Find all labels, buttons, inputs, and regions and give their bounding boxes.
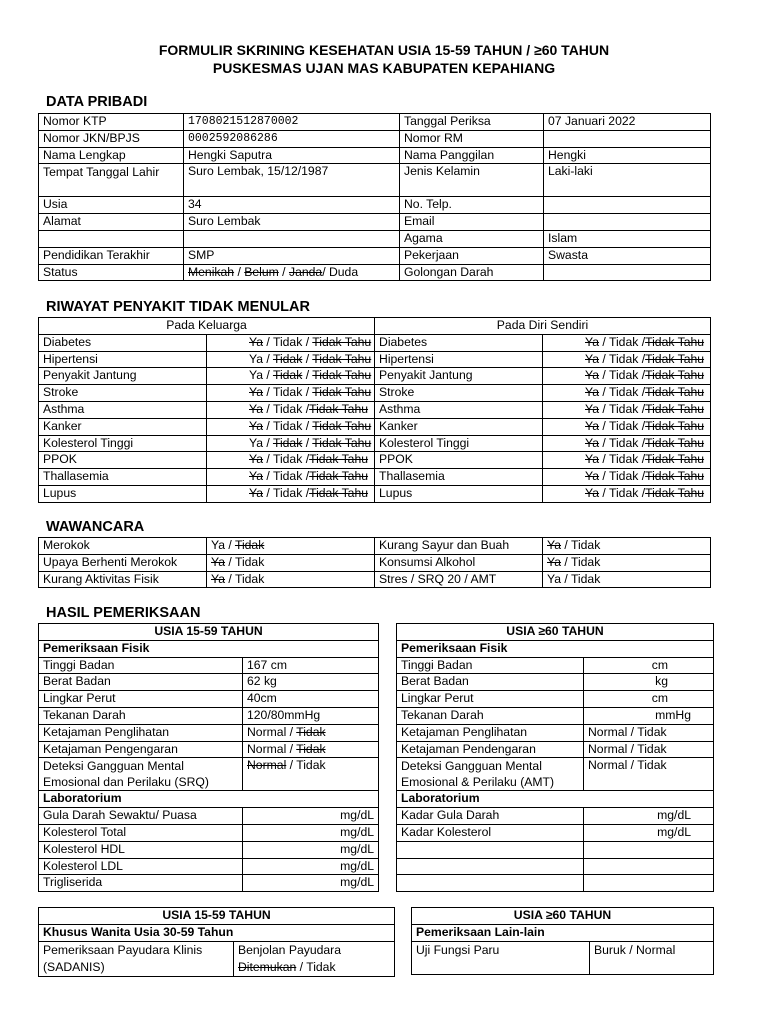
lab-label: Kadar Gula Darah	[397, 808, 584, 825]
field-value	[184, 230, 400, 247]
section-title-data-pribadi: DATA PRIBADI	[46, 94, 148, 110]
table-row	[397, 875, 714, 892]
field-label: Email	[400, 214, 544, 231]
disease-name: Lupus	[375, 485, 543, 502]
exam-unit: cm	[584, 691, 714, 708]
field-value: Suro Lembak, 15/12/1987	[184, 164, 400, 197]
field-label: Nomor KTP	[39, 114, 184, 131]
field-label: Nama Panggilan	[400, 147, 544, 164]
lab-unit: mg/dL	[243, 858, 379, 875]
table-row	[397, 824, 714, 841]
self-answer: Ya / Tidak /Tidak Tahu	[543, 469, 711, 486]
field-value: Hengki	[544, 147, 711, 164]
field-value: Hengki Saputra	[184, 147, 400, 164]
field-label: No. Telp.	[400, 197, 544, 214]
disease-name: Penyakit Jantung	[375, 368, 543, 385]
table-row	[39, 385, 711, 402]
answer-value: Ya / Tidak	[207, 538, 375, 555]
table-row	[39, 469, 711, 486]
exam-unit: cm	[584, 657, 714, 674]
exam-label: Tinggi Badan	[397, 657, 584, 674]
exam-label: Pemeriksaan Payudara Klinis (SADANIS)	[39, 941, 234, 976]
table-row	[397, 724, 714, 741]
table-row	[39, 824, 379, 841]
table-row	[39, 724, 379, 741]
disease-name: Lupus	[39, 485, 207, 502]
table-row	[39, 230, 711, 247]
field-value	[544, 130, 711, 147]
exam-value: 62 kg	[243, 674, 379, 691]
table-row	[397, 707, 714, 724]
table-row	[39, 691, 379, 708]
age-group-header: USIA 15-59 TAHUN	[39, 624, 379, 641]
table-row	[39, 554, 711, 571]
form-title: FORMULIR SKRINING KESEHATAN USIA 15-59 TAHUN / ≥60 TAHUN	[158, 42, 610, 58]
field-label: Nomor JKN/BPJS	[39, 130, 184, 147]
field-label: Pendidikan Terakhir	[39, 247, 184, 264]
family-answer: Ya / Tidak / Tidak Tahu	[207, 368, 375, 385]
self-answer: Ya / Tidak /Tidak Tahu	[543, 334, 711, 351]
table-row	[39, 418, 711, 435]
personal-data-table	[38, 113, 711, 281]
interview-table	[38, 537, 711, 588]
exam-label: Tekanan Darah	[397, 707, 584, 724]
self-answer: Ya / Tidak /Tidak Tahu	[543, 401, 711, 418]
table-row	[39, 264, 711, 281]
self-answer: Ya / Tidak /Tidak Tahu	[543, 351, 711, 368]
disease-name: PPOK	[39, 452, 207, 469]
answer-value: Ya / Tidak	[543, 538, 711, 555]
table-row	[39, 435, 711, 452]
table-row	[39, 214, 711, 231]
lab-unit: mg/dL	[584, 808, 714, 825]
table-row	[39, 197, 711, 214]
answer-value: Ya / Tidak	[543, 554, 711, 571]
table-row	[39, 808, 379, 825]
subsection-title: Pemeriksaan Lain-lain	[412, 924, 714, 941]
table-row	[39, 758, 379, 791]
answer-value: Ya / Tidak	[543, 571, 711, 588]
field-label: Agama	[400, 230, 544, 247]
family-answer: Ya / Tidak / Tidak Tahu	[207, 334, 375, 351]
table-row	[39, 452, 711, 469]
lab-label: Kadar Kolesterol	[397, 824, 584, 841]
table-row	[397, 674, 714, 691]
table-header-row	[39, 908, 395, 925]
disease-name: Thallasemia	[39, 469, 207, 486]
family-answer: Ya / Tidak / Tidak Tahu	[207, 418, 375, 435]
answer-value: Ya / Tidak	[207, 554, 375, 571]
table-row	[39, 368, 711, 385]
table-header-row	[397, 624, 714, 641]
exam-label: Ketajaman Penglihatan	[39, 724, 243, 741]
self-answer: Ya / Tidak /Tidak Tahu	[543, 485, 711, 502]
table-row	[39, 147, 711, 164]
field-value: Swasta	[544, 247, 711, 264]
special-exam-table-15-59	[38, 907, 395, 977]
table-row	[39, 941, 395, 976]
disease-name: Diabetes	[39, 334, 207, 351]
lab-unit: mg/dL	[243, 841, 379, 858]
field-label: Status	[39, 264, 184, 281]
exam-label: Deteksi Gangguan Mental Emosional & Perilaku (AMT)	[397, 758, 584, 791]
subsection-title: Pemeriksaan Fisik	[397, 640, 714, 657]
table-row	[39, 571, 711, 588]
family-answer: Ya / Tidak /Tidak Tahu	[207, 401, 375, 418]
exam-value: 40cm	[243, 691, 379, 708]
field-value	[544, 214, 711, 231]
table-row	[39, 841, 379, 858]
disease-name: Kolesterol Tinggi	[375, 435, 543, 452]
table-row	[39, 130, 711, 147]
disease-name: Stroke	[39, 385, 207, 402]
special-exam-table-60-plus	[411, 907, 714, 975]
exam-label: Ketajaman Pengengaran	[39, 741, 243, 758]
subsection-title: Pemeriksaan Fisik	[39, 640, 379, 657]
field-label: Jenis Kelamin	[400, 164, 544, 197]
table-row	[39, 401, 711, 418]
field-value	[544, 197, 711, 214]
exam-label: Tinggi Badan	[39, 657, 243, 674]
table-row	[397, 791, 714, 808]
table-header-row	[412, 908, 714, 925]
family-answer: Ya / Tidak / Tidak Tahu	[207, 435, 375, 452]
lab-label: Trigliserida	[39, 875, 243, 892]
lab-unit: mg/dL	[243, 875, 379, 892]
subsection-title: Laboratorium	[397, 791, 714, 808]
table-row	[39, 924, 395, 941]
table-row	[39, 164, 711, 197]
table-header-row	[39, 624, 379, 641]
field-value: 34	[184, 197, 400, 214]
age-group-header: USIA ≥60 TAHUN	[397, 624, 714, 641]
field-label: Usia	[39, 197, 184, 214]
table-row	[397, 758, 714, 791]
exam-label: Deteksi Gangguan Mental Emosional dan Perilaku (SRQ)	[39, 758, 243, 791]
disease-name: Stroke	[375, 385, 543, 402]
section-title-riwayat: RIWAYAT PENYAKIT TIDAK MENULAR	[46, 299, 310, 315]
question-label: Konsumsi Alkohol	[375, 554, 543, 571]
table-row	[39, 707, 379, 724]
exam-value: 167 cm	[243, 657, 379, 674]
exam-value: Normal / Tidak	[584, 724, 714, 741]
lab-label: Kolesterol Total	[39, 824, 243, 841]
exam-label: Ketajaman Pendengaran	[397, 741, 584, 758]
exam-value: Normal / Tidak	[243, 741, 379, 758]
disease-name: Hipertensi	[375, 351, 543, 368]
answer-value: Ya / Tidak	[207, 571, 375, 588]
family-answer: Ya / Tidak / Tidak Tahu	[207, 351, 375, 368]
self-answer: Ya / Tidak /Tidak Tahu	[543, 385, 711, 402]
exam-value: 120/80mmHg	[243, 707, 379, 724]
table-row	[397, 858, 714, 875]
field-value: 0002592086286	[184, 130, 400, 147]
field-label: Pekerjaan	[400, 247, 544, 264]
table-row	[397, 657, 714, 674]
table-header-row	[39, 318, 711, 335]
field-label: Tanggal Periksa	[400, 114, 544, 131]
family-answer: Ya / Tidak /Tidak Tahu	[207, 485, 375, 502]
field-label: Alamat	[39, 214, 184, 231]
exam-value: Normal / Tidak	[584, 741, 714, 758]
field-label: Nama Lengkap	[39, 147, 184, 164]
disease-name: Hipertensi	[39, 351, 207, 368]
exam-label: Lingkar Perut	[39, 691, 243, 708]
exam-value: Benjolan Payudara Ditemukan / Tidak	[234, 941, 395, 976]
column-header-keluarga: Pada Keluarga	[39, 318, 375, 335]
question-label: Upaya Berhenti Merokok	[39, 554, 207, 571]
exam-unit: mmHg	[584, 707, 714, 724]
table-row	[39, 858, 379, 875]
exam-table-15-59	[38, 623, 379, 892]
disease-name: Penyakit Jantung	[39, 368, 207, 385]
exam-label: Ketajaman Penglihatan	[397, 724, 584, 741]
exam-label: Lingkar Perut	[397, 691, 584, 708]
table-row	[397, 691, 714, 708]
table-row	[39, 538, 711, 555]
self-answer: Ya / Tidak /Tidak Tahu	[543, 452, 711, 469]
table-row	[397, 841, 714, 858]
field-value: 1708021512870002	[184, 114, 400, 131]
self-answer: Ya / Tidak /Tidak Tahu	[543, 418, 711, 435]
table-row	[39, 791, 379, 808]
field-value: Suro Lembak	[184, 214, 400, 231]
section-title-hasil: HASIL PEMERIKSAAN	[46, 605, 201, 621]
lab-unit: mg/dL	[243, 808, 379, 825]
family-answer: Ya / Tidak /Tidak Tahu	[207, 469, 375, 486]
age-group-header: USIA ≥60 TAHUN	[412, 908, 714, 925]
question-label: Merokok	[39, 538, 207, 555]
lab-label: Kolesterol HDL	[39, 841, 243, 858]
table-row	[39, 114, 711, 131]
question-label: Stres / SRQ 20 / AMT	[375, 571, 543, 588]
table-row	[412, 924, 714, 941]
question-label: Kurang Sayur dan Buah	[375, 538, 543, 555]
field-label: Nomor RM	[400, 130, 544, 147]
field-value: SMP	[184, 247, 400, 264]
age-group-header: USIA 15-59 TAHUN	[39, 908, 395, 925]
field-label: Golongan Darah	[400, 264, 544, 281]
field-value	[544, 264, 711, 281]
table-row	[397, 808, 714, 825]
exam-label: Berat Badan	[39, 674, 243, 691]
section-title-wawancara: WAWANCARA	[46, 519, 145, 535]
self-answer: Ya / Tidak /Tidak Tahu	[543, 368, 711, 385]
disease-history-table	[38, 317, 711, 503]
exam-value: Normal / Tidak	[243, 724, 379, 741]
lab-label: Kolesterol LDL	[39, 858, 243, 875]
form-subtitle: PUSKESMAS UJAN MAS KABUPATEN KEPAHIANG	[212, 60, 556, 76]
table-row	[39, 485, 711, 502]
disease-name: Kanker	[375, 418, 543, 435]
field-value: Laki-laki	[544, 164, 711, 197]
marital-status-value: Menikah / Belum / Janda/ Duda	[184, 264, 400, 281]
disease-name: Diabetes	[375, 334, 543, 351]
exam-value: Normal / Tidak	[243, 758, 379, 791]
subsection-title: Khusus Wanita Usia 30-59 Tahun	[39, 924, 395, 941]
disease-name: Asthma	[39, 401, 207, 418]
lab-label: Gula Darah Sewaktu/ Puasa	[39, 808, 243, 825]
field-label	[39, 230, 184, 247]
subsection-title: Laboratorium	[39, 791, 379, 808]
table-row	[39, 657, 379, 674]
table-row	[39, 351, 711, 368]
field-label: Tempat Tanggal Lahir	[39, 164, 184, 197]
column-header-diri-sendiri: Pada Diri Sendiri	[375, 318, 711, 335]
table-row	[39, 640, 379, 657]
disease-name: Kanker	[39, 418, 207, 435]
exam-label: Uji Fungsi Paru	[412, 941, 590, 974]
table-row	[412, 941, 714, 974]
table-row	[397, 640, 714, 657]
self-answer: Ya / Tidak /Tidak Tahu	[543, 435, 711, 452]
table-row	[39, 334, 711, 351]
lab-unit: mg/dL	[243, 824, 379, 841]
exam-label: Tekanan Darah	[39, 707, 243, 724]
disease-name: Thallasemia	[375, 469, 543, 486]
exam-value: Buruk / Normal	[590, 941, 714, 974]
disease-name: PPOK	[375, 452, 543, 469]
exam-table-60-plus	[396, 623, 714, 892]
disease-name: Asthma	[375, 401, 543, 418]
exam-value: Normal / Tidak	[584, 758, 714, 791]
table-row	[39, 741, 379, 758]
exam-unit: kg	[584, 674, 714, 691]
field-value: 07 Januari 2022	[544, 114, 711, 131]
family-answer: Ya / Tidak /Tidak Tahu	[207, 452, 375, 469]
family-answer: Ya / Tidak / Tidak Tahu	[207, 385, 375, 402]
lab-unit: mg/dL	[584, 824, 714, 841]
table-row	[397, 741, 714, 758]
table-row	[39, 247, 711, 264]
field-value: Islam	[544, 230, 711, 247]
question-label: Kurang Aktivitas Fisik	[39, 571, 207, 588]
table-row	[39, 875, 379, 892]
exam-label: Berat Badan	[397, 674, 584, 691]
table-row	[39, 674, 379, 691]
disease-name: Kolesterol Tinggi	[39, 435, 207, 452]
